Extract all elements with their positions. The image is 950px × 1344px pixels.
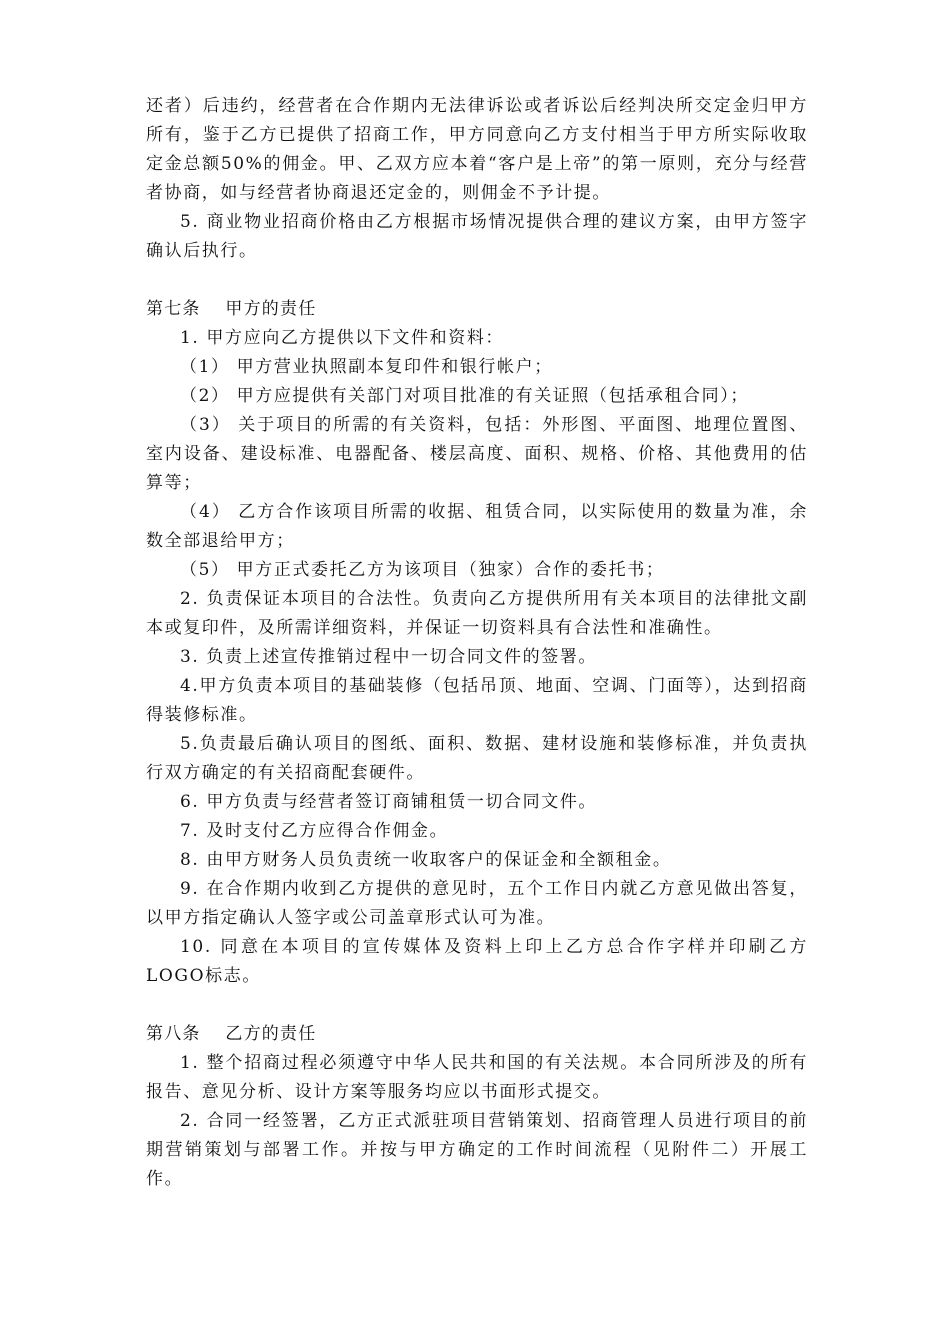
- paragraph-pricing: 5. 商业物业招商价格由乙方根据市场情况提供合理的建议方案，由甲方签字确认后执行。: [146, 212, 808, 261]
- section-gap: [146, 991, 808, 1020]
- clause-7-6: 6. 甲方负责与经营者签订商铺租赁一切合同文件。: [180, 792, 598, 812]
- clause-7-1: 1. 甲方应向乙方提供以下文件和资料：: [180, 328, 505, 348]
- clause-7-1-1: （1） 甲方营业执照副本复印件和银行帐户；: [180, 357, 553, 377]
- clause-7-8: 8. 由甲方财务人员负责统一收取客户的保证金和全额租金。: [180, 850, 672, 870]
- section-heading-article-8: 第八条 乙方的责任: [146, 1024, 317, 1044]
- clause-7-5: 5.负责最后确认项目的图纸、面积、数据、建材设施和装修标准，并负责执行双方确定的有关招商配套硬件。: [146, 734, 808, 783]
- paragraph-deposit-commission: 还者）后违约，经营者在合作期内无法律诉讼或者诉讼后经判决所交定金归甲方所有，鉴于乙方已提供了招商工作，甲方同意向乙方支付相当于甲方所实际收取定金总额50%的佣金。甲、乙双方应本着“客户是上帝”的第一原则，充分与经营者协商，如与经营者协商退还定金的，则佣金不予计提。: [146, 96, 808, 203]
- clause-7-10: 10. 同意在本项目的宣传媒体及资料上印上乙方总合作字样并印刷乙方LOGO标志。: [146, 937, 808, 986]
- clause-7-4: 4.甲方负责本项目的基础装修（包括吊顶、地面、空调、门面等），达到招商得装修标准。: [146, 676, 808, 725]
- clause-8-2: 2. 合同一经签署，乙方正式派驻项目营销策划、招商管理人员进行项目的前期营销策划与部署工作。并按与甲方确定的工作时间流程（见附件二）开展工作。: [146, 1111, 808, 1189]
- clause-7-1-5: （5） 甲方正式委托乙方为该项目（独家）合作的委托书；: [180, 560, 665, 580]
- clause-8-1: 1. 整个招商过程必须遵守中华人民共和国的有关法规。本合同所涉及的所有报告、意见分析、设计方案等服务均应以书面形式提交。: [146, 1053, 808, 1102]
- clause-7-2: 2. 负责保证本项目的合法性。负责向乙方提供所用有关本项目的法律批文副本或复印件，及所需详细资料，并保证一切资料具有合法性和准确性。: [146, 589, 808, 638]
- clause-7-3: 3. 负责上述宣传推销过程中一切合同文件的签署。: [180, 647, 598, 667]
- clause-7-9: 9. 在合作期内收到乙方提供的意见时，五个工作日内就乙方意见做出答复，以甲方指定确认人签字或公司盖章形式认可为准。: [146, 879, 808, 928]
- clause-7-1-3: （3） 关于项目的所需的有关资料，包括：外形图、平面图、地理位置图、室内设备、建设标准、电器配备、楼层高度、面积、规格、价格、其他费用的估算等；: [146, 415, 808, 493]
- clause-7-1-2: （2） 甲方应提供有关部门对项目批准的有关证照（包括承租合同）；: [180, 386, 749, 406]
- section-heading-article-7: 第七条 甲方的责任: [146, 299, 317, 319]
- clause-7-1-4: （4） 乙方合作该项目所需的收据、租赁合同，以实际使用的数量为准，余数全部退给甲方；: [146, 502, 808, 551]
- clause-7-7: 7. 及时支付乙方应得合作佣金。: [180, 821, 449, 841]
- section-gap: [146, 266, 808, 295]
- document-page: [146, 92, 808, 1194]
